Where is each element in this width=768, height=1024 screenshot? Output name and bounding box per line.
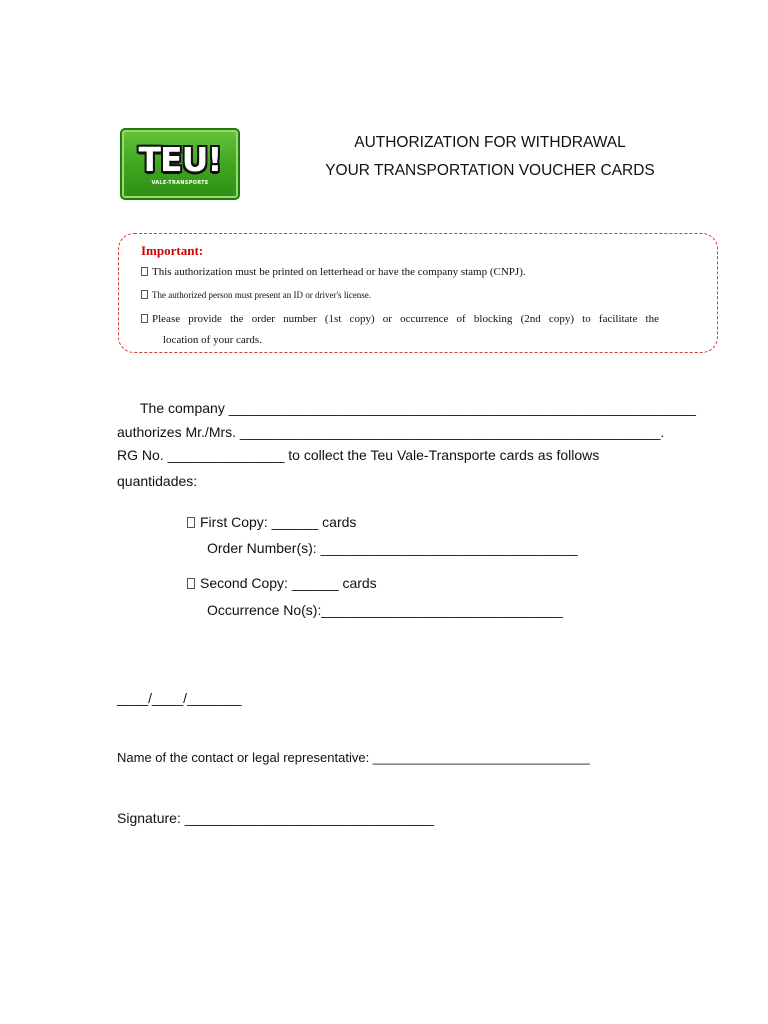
company-field-line: The company ____________________________________________________________: [140, 400, 696, 416]
important-item-continuation: location of your cards.: [163, 334, 262, 346]
second-copy-label: Second Copy: ______ cards: [200, 575, 377, 591]
important-item: [141, 266, 526, 278]
first-copy-label: First Copy: ______ cards: [200, 514, 357, 530]
checkbox-icon: [187, 517, 195, 528]
important-item: [141, 290, 371, 300]
order-numbers-field-line: Order Number(s): _________________________________: [207, 540, 578, 556]
important-heading: Important:: [141, 243, 204, 258]
document-title-line-2: YOUR TRANSPORTATION VOUCHER CARDS: [325, 162, 655, 179]
checkbox-icon: [141, 267, 148, 276]
logo-wordmark: TEU!: [138, 140, 222, 179]
date-field-line: ____/____/_______: [117, 690, 242, 706]
logo-tagline: VALE-TRANSPORTE: [151, 180, 209, 186]
checkbox-icon: [187, 578, 195, 589]
first-copy-option: [187, 514, 356, 530]
important-item-text: Please provide the order number (1st copy) or occurrence of blocking (2nd copy) to facilitate the: [152, 313, 659, 325]
document-title-line-1: AUTHORIZATION FOR WITHDRAWAL: [354, 134, 626, 151]
important-item-text: The authorized person must present an ID or driver's license.: [152, 290, 372, 300]
quantities-label: quantidades:: [117, 473, 198, 489]
rg-field-line: RG No. _______________ to collect the Teu Vale-Transporte cards as follows: [117, 447, 600, 463]
contact-name-field-line: Name of the contact or legal representative: ______________________________: [117, 750, 590, 765]
teu-logo: [120, 128, 240, 200]
important-item-text: This authorization must be printed on letterhead or have the company stamp (CNPJ).: [152, 266, 526, 278]
checkbox-icon: [141, 314, 148, 323]
checkbox-icon: [141, 290, 148, 299]
authorized-person-field-line: authorizes Mr./Mrs. ______________________________________________________.: [117, 424, 665, 440]
second-copy-option: [187, 575, 377, 591]
important-item: [141, 313, 659, 325]
occurrence-numbers-field-line: Occurrence No(s):_______________________________: [207, 602, 563, 618]
signature-field-line: Signature: ________________________________: [117, 810, 434, 826]
